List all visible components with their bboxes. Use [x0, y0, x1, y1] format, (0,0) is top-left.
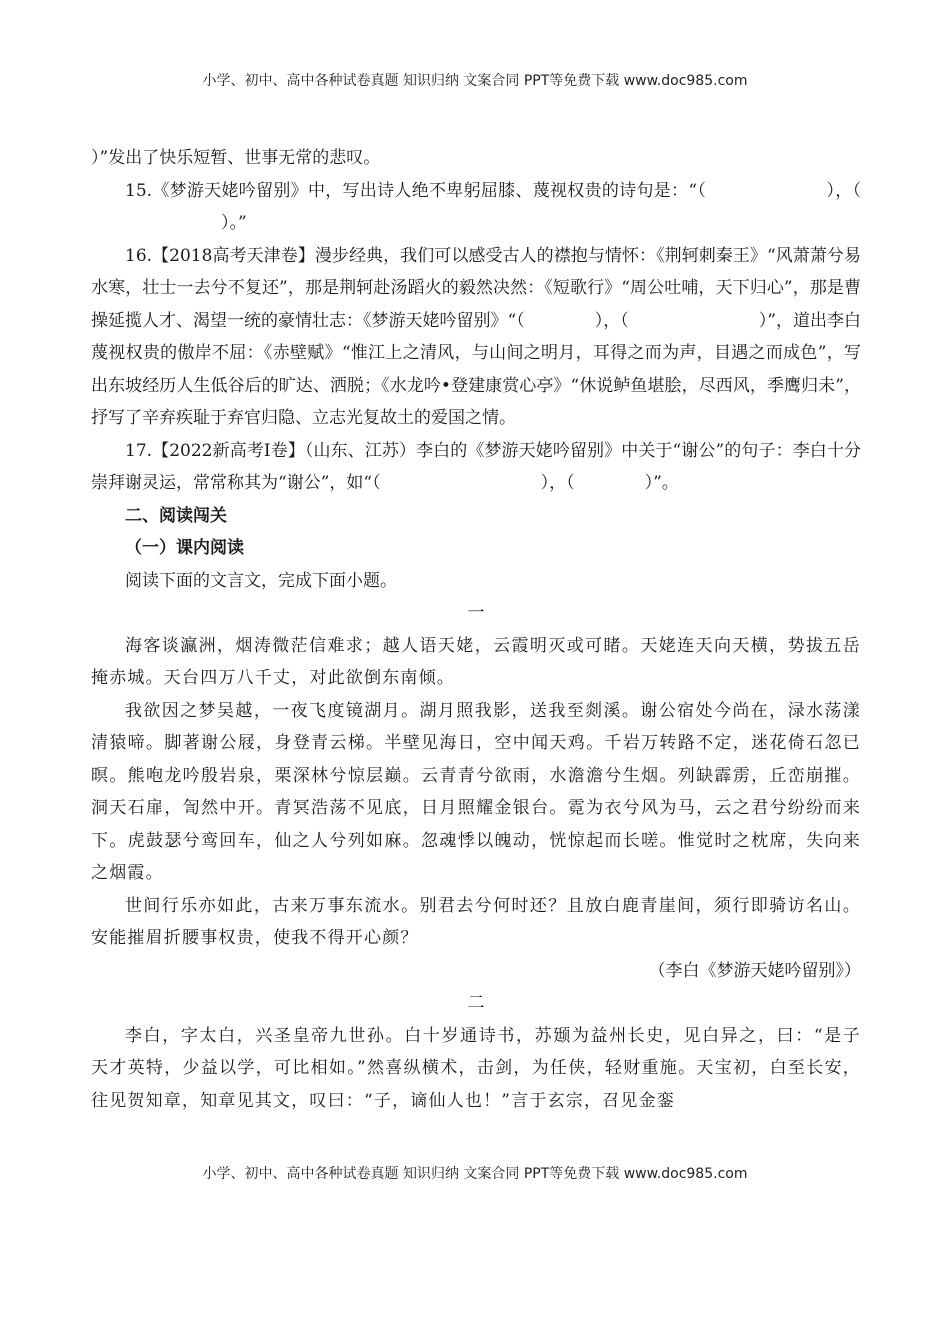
q15-text-a: 15.《梦游天姥吟留别》中，写出诗人绝不卑躬屈膝、蔑视权贵的诗句是：“（ [125, 180, 707, 201]
question-16 [91, 240, 861, 435]
q17-text-b: ），（ [540, 473, 575, 493]
page-footer: 小学、初中、高中各种试卷真题 知识归纳 文案合同 PPT等免费下载 www.doc985.com [202, 1166, 748, 1182]
page-header: 小学、初中、高中各种试卷真题 知识归纳 文案合同 PPT等免费下载 www.doc985.com [202, 73, 748, 89]
instruction: 阅读下面的文言文，完成下面小题。 [125, 570, 397, 591]
page-body [91, 142, 861, 1117]
q16-text-b: ），（ [594, 310, 629, 331]
q15-text-b: ），（ [826, 180, 861, 201]
question-15 [91, 175, 861, 240]
q15-text-c: ）。” [221, 213, 247, 233]
poem-stanza-1: 海客谈瀛洲，烟涛微茫信难求；越人语天姥，云霞明灭或可睹。天姥连天向天横，势拔五岳掩赤城。天台四万八千丈，对此欲倒东南倾。 [91, 635, 861, 688]
q16-text-a: 16.【2018高考天津卷】漫步经典，我们可以感受古人的襟抱与情怀：《荆轲刺秦王》“风萧萧兮易水寒，壮士一去兮不复还”，那是荆轲赴汤蹈火的毅然决然：《短歌行》“周公吐哺，天下归心”，那是曹操延揽人才、渴望一统的豪情壮志：《梦游天姥吟留别》“（ [91, 245, 861, 331]
q16-text-c: ）”，道出李白蔑视权贵的傲岸不屈：《赤壁赋》“惟江上之清风，与山间之明月，耳得之而为声，目遇之而成色”，写出东坡经历人生低谷后的旷达、洒脱；《水龙吟•登建康赏心亭》“休说鲈鱼堪脍，尽西风，季鹰归未”，抒写了辛弃疾耻于弃官归隐、立志光复故土的爱国之情。 [91, 310, 861, 428]
q14-tail: ）”发出了快乐短暂、世事无常的悲叹。 [91, 148, 381, 168]
poem-source: （李白《梦游天姥吟留别》） [648, 960, 861, 981]
q17-text-a: 17.【2022新高考Ⅰ卷】（山东、江苏）李白的《梦游天姥吟留别》中关于“谢公”的句子：李白十分崇拜谢灵运，常常称其为“谢公”，如“（ [91, 440, 861, 493]
subsection-heading: （一）课内阅读 [125, 538, 244, 558]
part-one-label: 一 [467, 603, 485, 623]
section-heading: 二、阅读闯关 [125, 505, 227, 526]
part-two-label: 二 [467, 993, 485, 1013]
prose-passage: 李白，字太白，兴圣皇帝九世孙。白十岁通诗书，苏颋为益州长史，见白异之，曰：“是子天才英特，少益以学，可比相如。”然喜纵横术，击剑，为任侠，轻财重施。天宝初，白至长安，往见贺知章，知章见其文，叹曰：“子，谪仙人也！”言于玄宗，召见金銮 [91, 1025, 861, 1111]
poem-stanza-2: 我欲因之梦吴越，一夜飞度镜湖月。湖月照我影，送我至剡溪。谢公宿处今尚在，渌水荡漾清猿啼。脚著谢公屐，身登青云梯。半壁见海日，空中闻天鸡。千岩万转路不定，迷花倚石忽已暝。熊咆龙吟殷岩泉，栗深林兮惊层巅。云青青兮欲雨，水澹澹兮生烟。列缺霹雳，丘峦崩摧。洞天石扉，訇然中开。青冥浩荡不见底，日月照耀金银台。霓为衣兮风为马，云之君兮纷纷而来下。虎鼓瑟兮鸾回车，仙之人兮列如麻。忽魂悸以魄动，恍惊起而长嗟。惟觉时之枕席，失向来之烟霞。 [91, 700, 861, 883]
q17-text-c: ）”。 [644, 473, 679, 493]
question-17 [91, 435, 861, 500]
poem-stanza-3: 世间行乐亦如此，古来万事东流水。别君去兮何时还？且放白鹿青崖间，须行即骑访名山。安能摧眉折腰事权贵，使我不得开心颜？ [91, 895, 861, 948]
